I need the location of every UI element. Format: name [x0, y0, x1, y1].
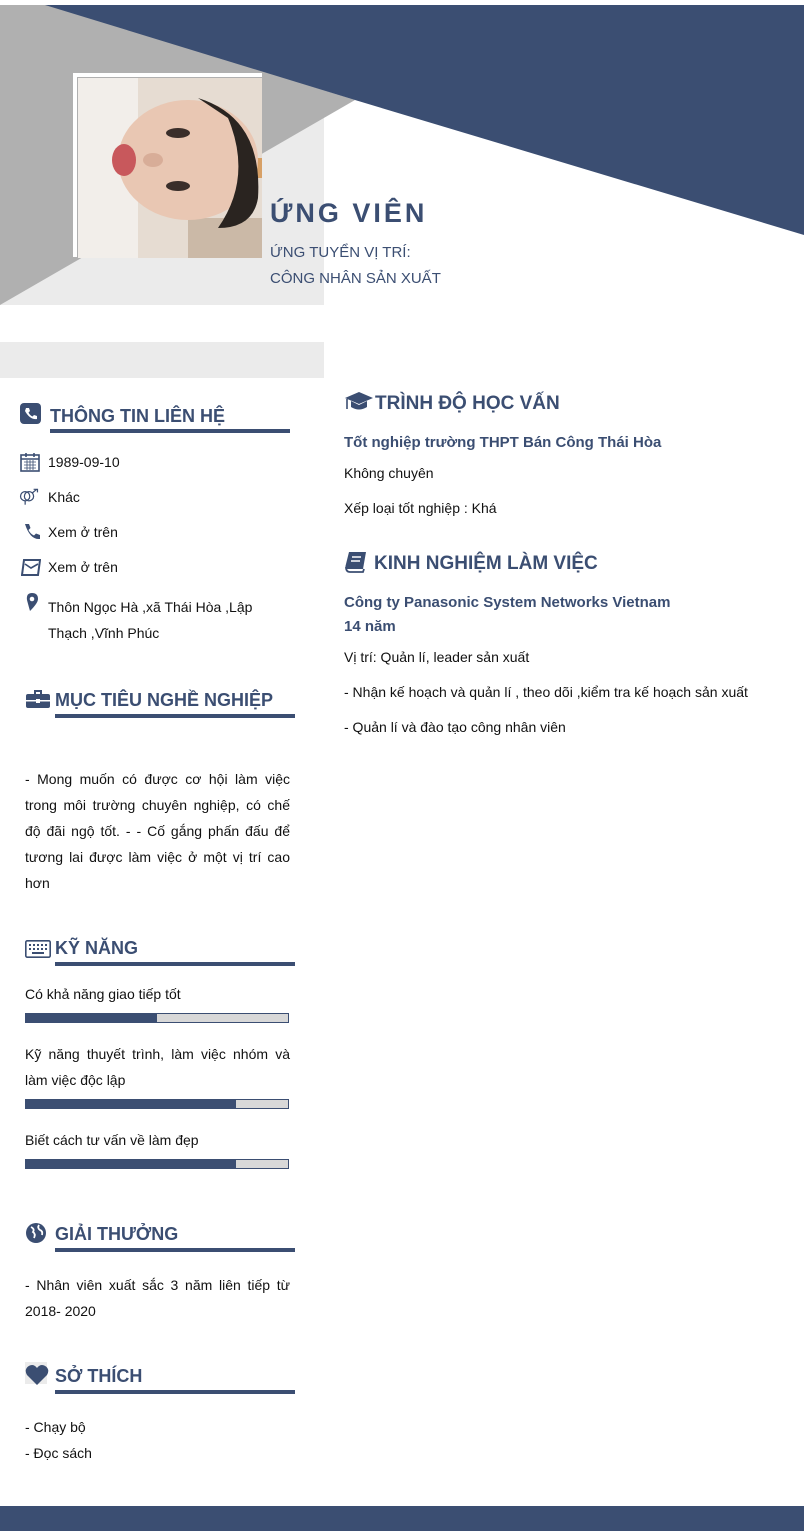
- skills-underline: [55, 962, 295, 966]
- footer-bar: [0, 1506, 804, 1531]
- phone: Xem ở trên: [48, 524, 118, 540]
- avatar: [78, 78, 262, 258]
- skill-1-fill: [26, 1014, 157, 1022]
- position-label: ỨNG TUYỂN VỊ TRÍ:: [270, 244, 411, 261]
- skills-title: KỸ NĂNG: [55, 938, 139, 958]
- hobbies-title: SỞ THÍCH: [55, 1366, 143, 1386]
- email: Xem ở trên: [48, 559, 118, 575]
- skill-2-label: Kỹ năng thuyết trình, làm việc nhóm và làm việc độc lập: [25, 1046, 290, 1088]
- objective-underline: [55, 714, 295, 718]
- envelope-icon: [21, 557, 41, 577]
- keyboard-icon: [25, 940, 51, 958]
- skill-1-label: Có khả năng giao tiếp tốt: [25, 986, 181, 1002]
- address: Thôn Ngọc Hà ,xã Thái Hòa ,Lập Thạch ,Vĩnh Phúc: [48, 599, 253, 641]
- skill-2-fill: [26, 1100, 236, 1108]
- education-title: TRÌNH ĐỘ HỌC VẤN: [375, 393, 560, 414]
- gender: Khác: [48, 489, 80, 505]
- gender-icon: [19, 487, 39, 507]
- globe-icon: [25, 1222, 47, 1244]
- experience-title: KINH NGHIỆM LÀM VIỆC: [374, 553, 598, 574]
- birthday: 1989-09-10: [48, 454, 120, 470]
- objective-text: - Mong muốn có được cơ hội làm việc trong môi trường chuyên nghiệp, có chế độ đãi ngộ tốt. - - Cố gắng phấn đấu để tương lai được làm việc ở một vị trí cao hơn: [25, 771, 290, 891]
- heart-icon: [25, 1364, 49, 1386]
- awards-underline: [55, 1248, 295, 1252]
- position-value: CÔNG NHÂN SẢN XUẤT: [270, 270, 441, 287]
- skill-3-bar: [25, 1159, 289, 1169]
- education-major: Không chuyên: [344, 465, 434, 481]
- education-school: Tốt nghiệp trường THPT Bán Công Thái Hòa: [344, 434, 662, 451]
- objective-title: MỤC TIÊU NGHỀ NGHIỆP: [55, 690, 274, 710]
- map-marker-icon: [23, 592, 43, 612]
- candidate-name: ỨNG VIÊN: [270, 198, 428, 228]
- awards-text: - Nhân viên xuất sắc 3 năm liên tiếp từ 2018- 2020: [25, 1277, 290, 1319]
- phone-square-icon: [20, 403, 42, 425]
- experience-duty-2: - Quản lí và đào tạo công nhân viên: [344, 719, 566, 735]
- contact-underline: [50, 429, 290, 433]
- education-grade: Xếp loại tốt nghiệp : Khá: [344, 500, 497, 516]
- hobby-1: - Chạy bộ: [25, 1419, 86, 1435]
- briefcase-icon: [25, 688, 51, 710]
- skill-2-bar: [25, 1099, 289, 1109]
- awards-title: GIẢI THƯỞNG: [55, 1224, 179, 1244]
- phone-icon: [22, 522, 42, 542]
- calendar-icon: [20, 452, 40, 472]
- hobbies-underline: [55, 1390, 295, 1394]
- experience-company: Công ty Panasonic System Networks Vietnam: [344, 594, 671, 611]
- experience-role: Vị trí: Quản lí, leader sản xuất: [344, 649, 530, 665]
- experience-duty-1: - Nhận kế hoạch và quản lí , theo dõi ,kiểm tra kế hoạch sản xuất: [344, 684, 748, 700]
- skill-3-fill: [26, 1160, 236, 1168]
- graduation-cap-icon: [344, 390, 374, 414]
- skill-1-bar: [25, 1013, 289, 1023]
- skill-3-label: Biết cách tư vấn về làm đẹp: [25, 1132, 199, 1148]
- hobby-2: - Đọc sách: [25, 1445, 92, 1461]
- experience-duration: 14 năm: [344, 618, 396, 635]
- contact-title: THÔNG TIN LIÊN HỆ: [50, 406, 225, 426]
- book-icon: [344, 551, 368, 573]
